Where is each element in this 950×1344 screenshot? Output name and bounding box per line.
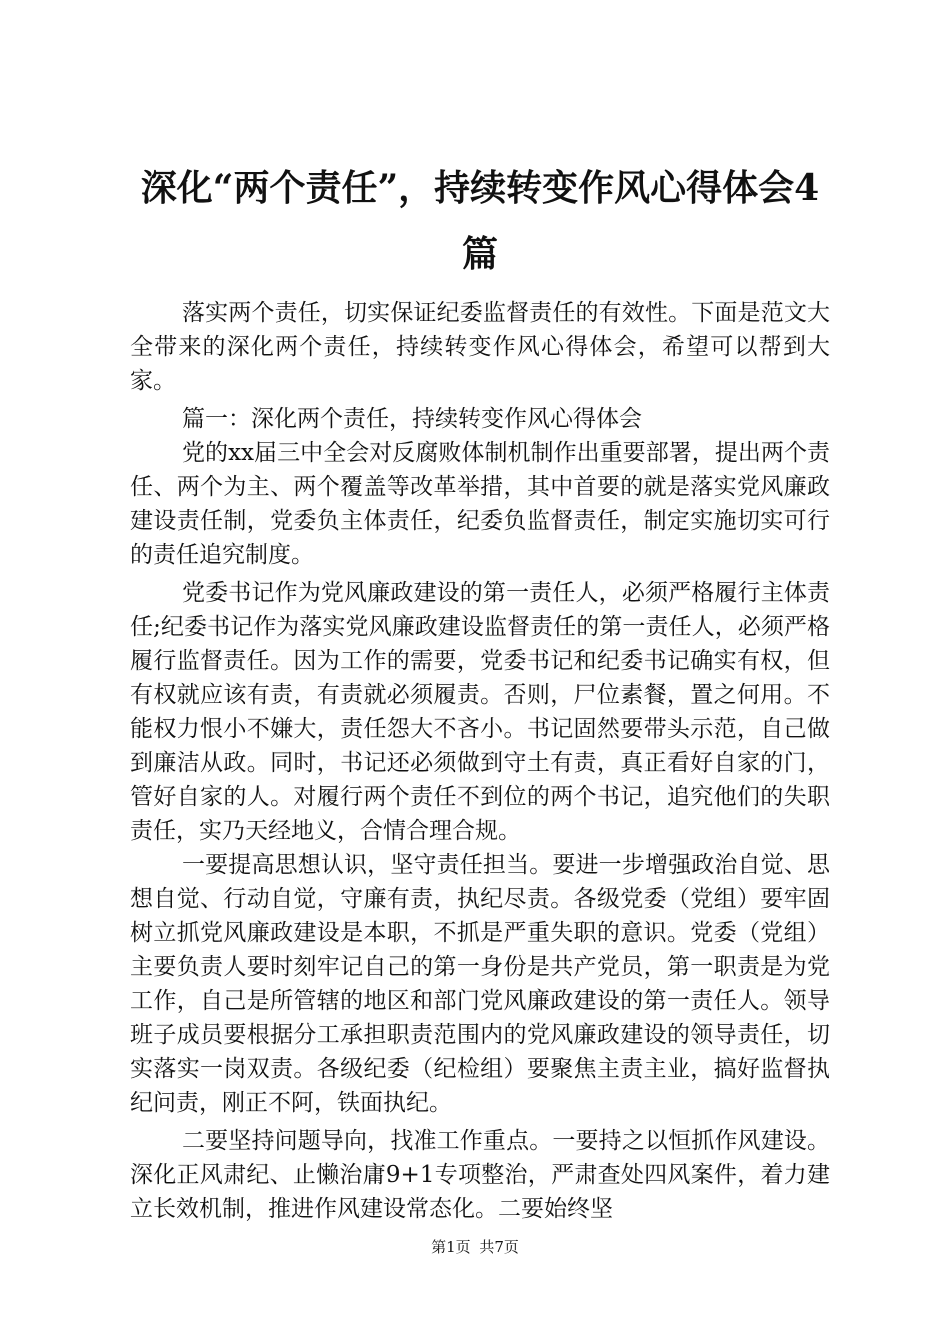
paragraph: 党委书记作为党风廉政建设的第一责任人，必须严格履行主体责任;纪委书记作为落实党风廉政建设监督责任的第一责任人，必须严格履行监督责任。因为工作的需要，党委书记和纪委书记确实有权，但有权就应该有责，有责就必须履责。否则，尸位素餐，置之何用。不能权力恨小不嫌大，责任怨大不吝小。书记固然要带头示范，自己做到廉洁从政。同时，书记还必须做到守土有责，真正看好自家的门，管好自家的人。对履行两个责任不到位的两个书记，追究他们的失职责任，实乃天经地义，合情合理合规。 <box>130 580 830 844</box>
document-title: 深化“两个责任”，持续转变作风心得体会4篇 <box>140 167 820 275</box>
paragraph: 一要提高思想认识，坚守责任担当。要进一步增强政治自觉、思想自觉、行动自觉，守廉有责，执纪尽责。各级党委（党组）要牢固树立抓党风廉政建设是本职，不抓是严重失职的意识。党委（党组）主要负责人要时刻牢记自己的第一身份是共产党员，第一职责是为党工作，自己是所管辖的地区和部门党风廉政建设的第一责任人。领导班子成员要根据分工承担职责范围内的党风廉政建设的领导责任，切实落实一岗双责。各级纪委（纪检组）要聚焦主责主业，搞好监督执纪问责，刚正不阿，铁面执纪。 <box>130 852 830 1116</box>
page-footer <box>0 1237 950 1257</box>
page-number: 第1页 <box>431 1238 471 1256</box>
document-body <box>130 296 830 1226</box>
paragraph-intro: 落实两个责任，切实保证纪委监督责任的有效性。下面是范文大全带来的深化两个责任，持续转变作风心得体会，希望可以帮到大家。 <box>130 300 830 394</box>
paragraph: 党的xx届三中全会对反腐败体制机制作出重要部署，提出两个责任、两个为主、两个覆盖等改革举措，其中首要的就是落实党风廉政建设责任制，党委负主体责任，纪委负监督责任，制定实施切实可行的责任追究制度。 <box>130 440 830 568</box>
page-total: 共7页 <box>479 1238 519 1256</box>
paragraph: 二要坚持问题导向，找准工作重点。一要持之以恒抓作风建设。深化正风肃纪、止懒治庸9+1专项整治，严肃查处四风案件，着力建立长效机制，推进作风建设常态化。二要始终坚 <box>130 1128 830 1222</box>
paragraph-section-heading: 篇一：深化两个责任，持续转变作风心得体会 <box>182 406 642 432</box>
